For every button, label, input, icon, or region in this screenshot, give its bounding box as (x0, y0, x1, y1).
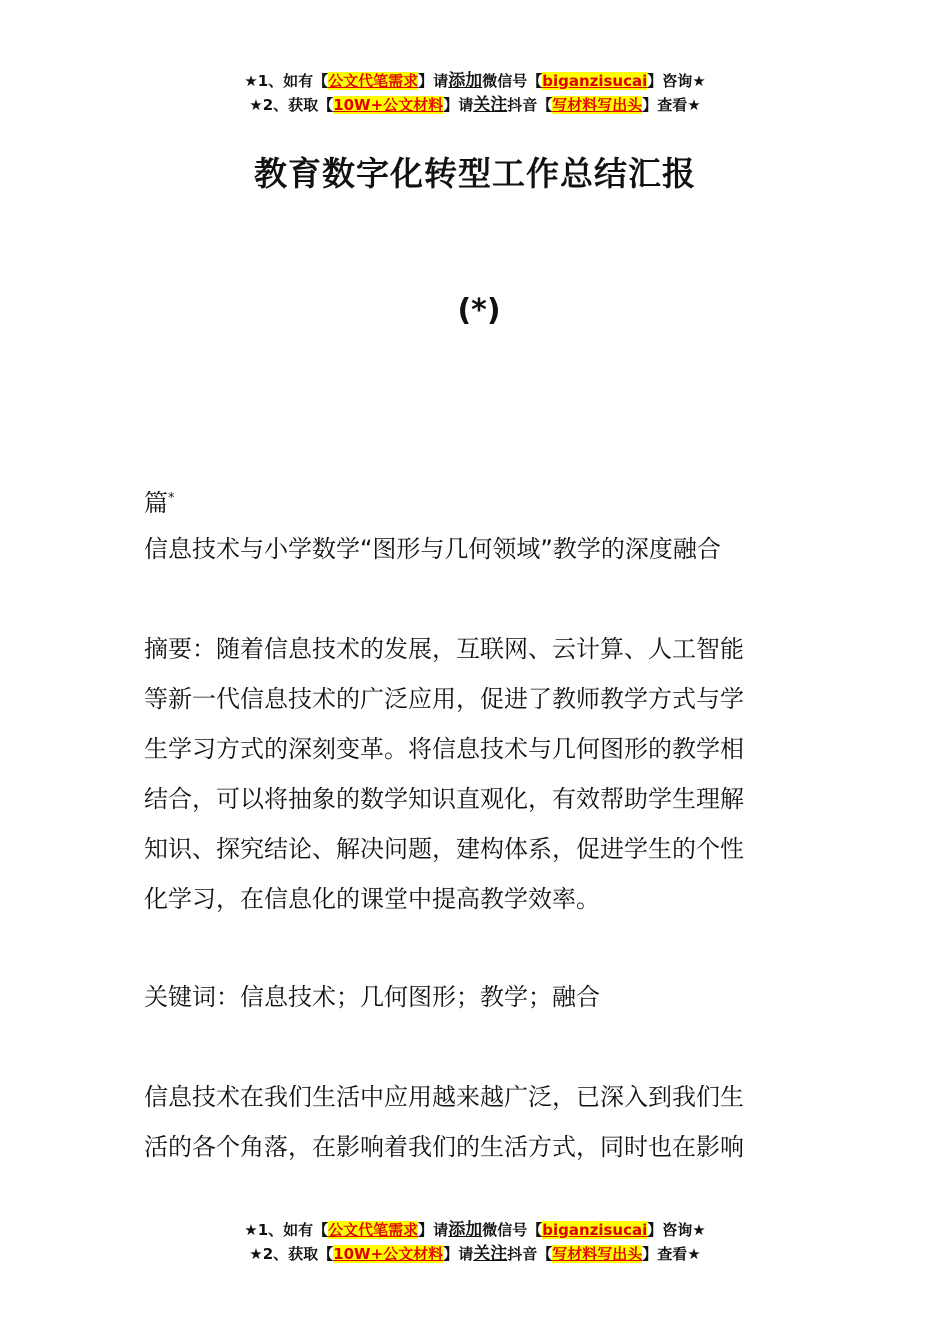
line: 知识、探究结论、解决问题，建构体系，促进学生的个性 (144, 835, 744, 863)
highlight: 公文代笔需求 (328, 1221, 419, 1239)
highlight: biganzisucai (542, 1221, 648, 1239)
promo-line-1 (0, 1218, 950, 1242)
emphasis: 关注 (473, 1244, 508, 1264)
highlight: 10W+公文材料 (333, 96, 444, 114)
text: 】请 (443, 96, 474, 114)
highlight: 写材料写出头 (552, 96, 643, 114)
line: 结合，可以将抽象的数学知识直观化，有效帮助学生理解 (144, 785, 744, 813)
paragraph (144, 1072, 814, 1172)
line: 信息技术在我们生活中应用越来越广泛，已深入到我们生 (144, 1083, 744, 1111)
line: 化学习，在信息化的课堂中提高教学效率。 (144, 885, 600, 913)
text: ★2、获取【 (249, 96, 334, 114)
emphasis: 关注 (473, 95, 508, 115)
section-text: 篇 (144, 489, 168, 517)
emphasis: 添加 (448, 71, 483, 91)
line: 生学习方式的深刻变革。将信息技术与几何图形的教学相 (144, 735, 744, 763)
text: 抖音【 (507, 1245, 553, 1263)
document-title: 教育数字化转型工作总结汇报 (254, 154, 696, 193)
emphasis: 添加 (448, 1220, 483, 1240)
promo-banner-top (0, 69, 950, 117)
highlight: 写材料写出头 (552, 1245, 643, 1263)
text: 抖音【 (507, 96, 553, 114)
section-mark: * (168, 491, 175, 506)
highlight: biganzisucai (542, 72, 648, 90)
subtitle: (*) (457, 293, 501, 328)
promo-line-2 (0, 1242, 950, 1266)
highlight: 10W+公文材料 (333, 1245, 444, 1263)
text: ★1、如有【 (244, 1221, 329, 1239)
promo-banner-bottom (0, 1218, 950, 1266)
article-heading: 信息技术与小学数学“图形与几何领域”教学的深度融合 (144, 535, 721, 563)
promo-line-2 (0, 93, 950, 117)
keywords: 关键词：信息技术；几何图形；教学；融合 (144, 983, 600, 1011)
line: 活的各个角落，在影响着我们的生活方式，同时也在影响 (144, 1133, 744, 1161)
text: 】咨询★ (647, 1221, 706, 1239)
text: 微信号【 (482, 72, 543, 90)
text: 】请 (443, 1245, 474, 1263)
text: ★2、获取【 (249, 1245, 334, 1263)
text: ★1、如有【 (244, 72, 329, 90)
text: 】请 (418, 72, 449, 90)
section-label (144, 474, 814, 528)
abstract (144, 624, 814, 924)
highlight: 公文代笔需求 (328, 72, 419, 90)
promo-line-1 (0, 69, 950, 93)
text: 】查看★ (642, 96, 701, 114)
line: 等新一代信息技术的广泛应用，促进了教师教学方式与学 (144, 685, 744, 713)
text: 】咨询★ (647, 72, 706, 90)
text: 】请 (418, 1221, 449, 1239)
text: 微信号【 (482, 1221, 543, 1239)
text: 】查看★ (642, 1245, 701, 1263)
line: 摘要：随着信息技术的发展，互联网、云计算、人工智能 (144, 635, 744, 663)
